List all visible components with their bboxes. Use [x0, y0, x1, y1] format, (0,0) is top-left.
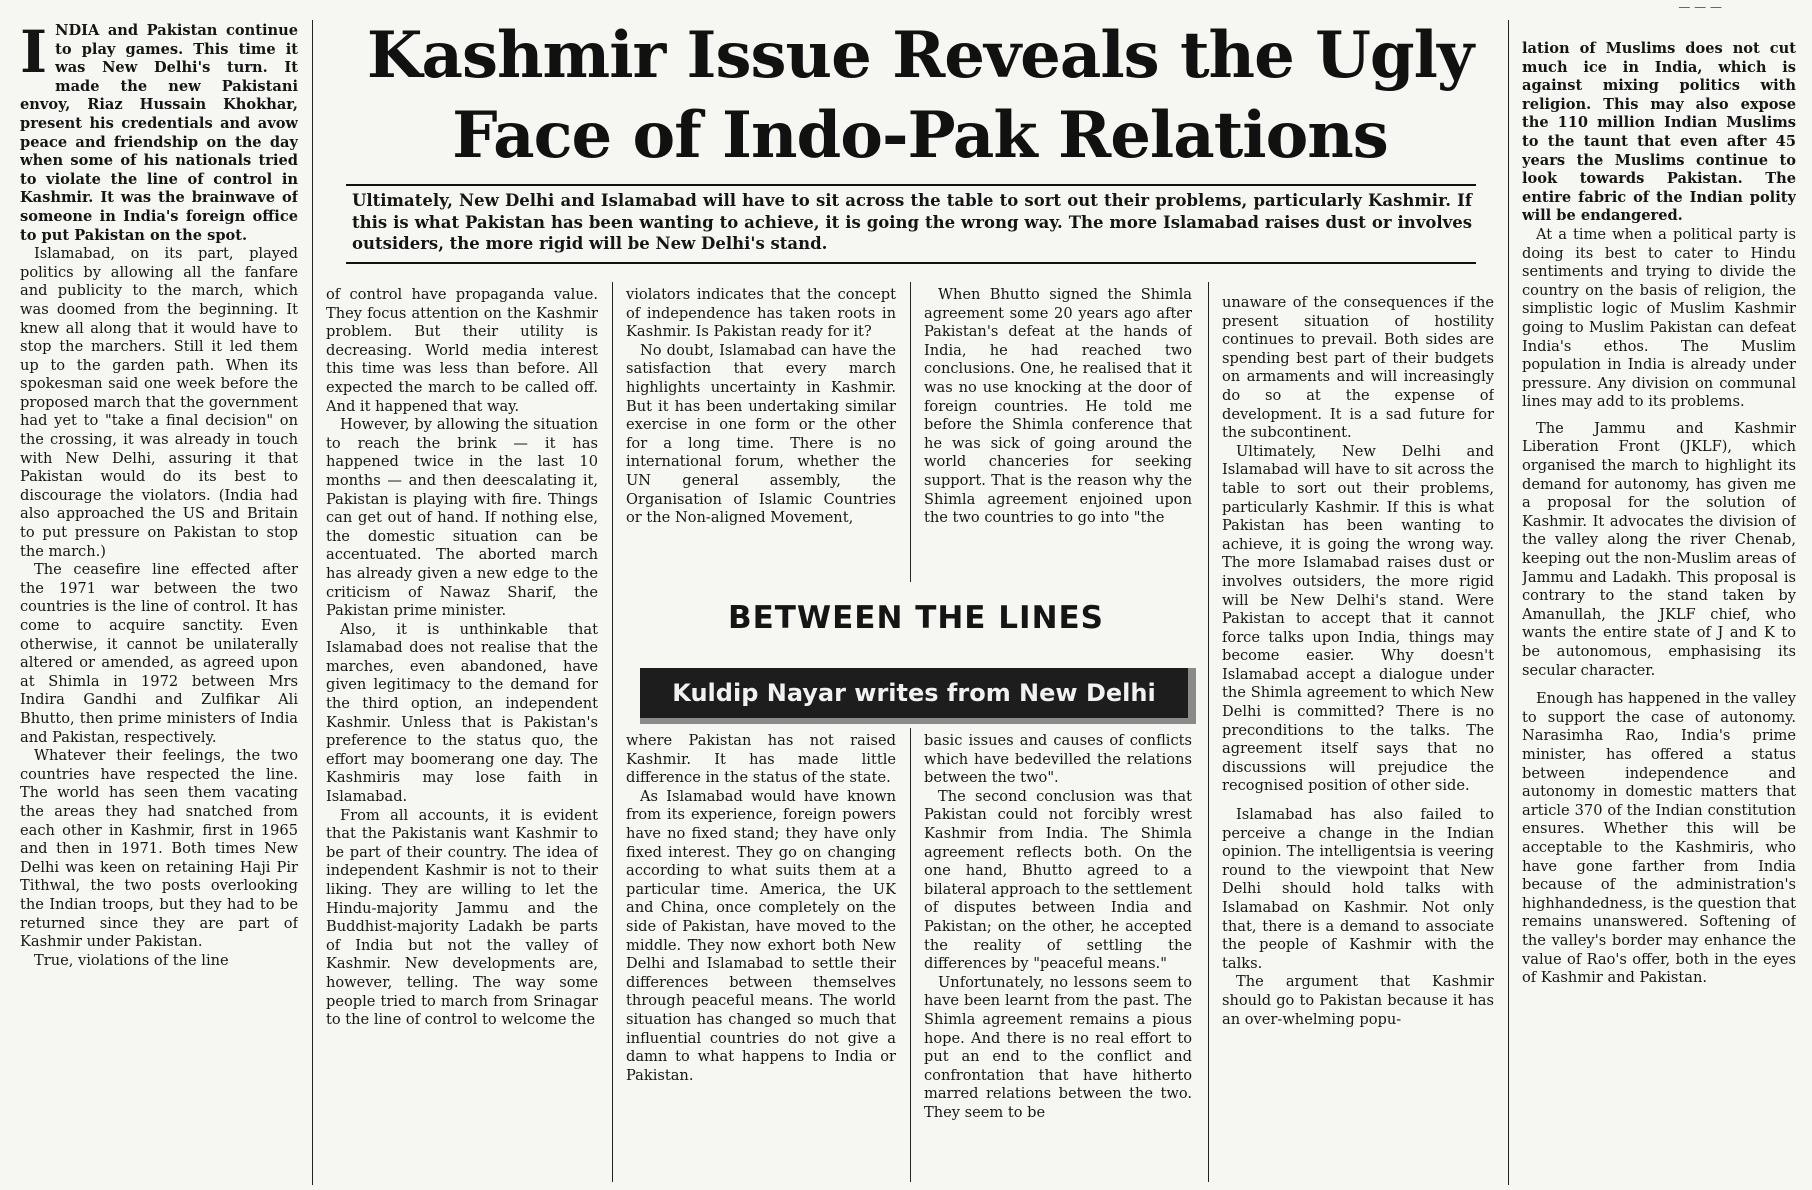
- column-5: [1222, 294, 1494, 1178]
- author-byline: Kuldip Nayar writes from New Delhi: [640, 668, 1196, 724]
- paragraph: unaware of the consequences if the present situation of hostility continues to prevail. Both sides are spending best part of their budgets on armaments and will increasingly do so at the expense of development. It is a sad future for the subcontinent.: [1222, 294, 1494, 442]
- paragraph: NDIA and Pakistan continue to play games. This time it was New Delhi's turn. It made the new Pakistani envoy, Riaz Hussain Khokhar, present his credentials and avow peace and friendship on the day when some of his nationals tried to violate the line of control in Kashmir. It was the brainwave of someone in India's foreign office to put Pakistan on the spot.: [20, 22, 298, 244]
- column-rule: [910, 282, 911, 582]
- headline-line: Kashmir Issue Reveals the Ugly: [366, 18, 1474, 93]
- column-2: [326, 286, 598, 1176]
- column-4-top: [924, 286, 1192, 578]
- column-title: BETWEEN THE LINES: [727, 600, 1105, 636]
- column-rule: [1208, 282, 1209, 1182]
- paragraph: The ceasefire line effected after the 1971 war between the two countries is the line of control. It has come to acquire sanctity. Even otherwise, it cannot be unilaterally altered or amended, as agreed upon at Shimla in 1972 between Mrs Indira Gandhi and Zulfikar Ali Bhutto, then prime ministers of India and Pakistan, respectively.: [20, 561, 298, 746]
- paragraph: Enough has happened in the valley to support the case of autonomy. Narasimha Rao, India's prime minister, has offered a status between independence and autonomy in domestic matters that article 370 of the Indian constitution ensures. Whether this will be acceptable to the Kashmiris, who have gone farther from India because of the administration's highhandedness, is the question that remains unanswered. Softening of the valley's border may enhance the value of Rao's offer, both in the eyes of Kashmir and Pakistan.: [1522, 690, 1796, 987]
- drop-cap: I: [20, 22, 48, 86]
- paragraph: At a time when a political party is doing its best to cater to Hindu sentiments and trying to divide the country on the basis of religion, the simplistic logic of Muslim Kashmir going to Muslim Pakistan can defeat India's ethos. The Muslim population in India is already under pressure. Any division on communal lines may add to its problems.: [1522, 225, 1796, 411]
- paragraph: of control have propaganda value. They focus attention on the Kashmir problem. But their utility is decreasing. World media interest this time was less than before. All expected the march to be called off. And it happened that way.: [326, 286, 598, 415]
- paragraph: Whatever their feelings, the two countries have respected the line. The world has seen them vacating the areas they had snatched from each other in Kashmir, first in 1965 and then in 1971. Both times New Delhi was keen on retaining Haji Pir Tithwal, the two posts overlooking the Indian troops, but they had to be returned since they are part of Kashmir under Pakistan.: [20, 747, 298, 951]
- column-6: [1522, 40, 1796, 1178]
- column-4-bottom: [924, 732, 1192, 1178]
- paragraph: Islamabad has also failed to perceive a change in the Indian opinion. The intelligentsia is veering round to the viewpoint that New Delhi should hold talks with Islamabad on Kashmir. Not only that, there is a demand to associate the people of Kashmir with the talks.: [1222, 806, 1494, 972]
- paragraph: The second conclusion was that Pakistan could not forcibly wrest Kashmir from India. The Shimla agreement reflects both. On the one hand, Bhutto agreed to a bilateral approach to the settlement of disputes between India and Pakistan; on the other, he accepted the reality of settling the differences by "peaceful means.": [924, 787, 1192, 973]
- paragraph: True, violations of the line: [34, 951, 229, 969]
- column-3-bottom: [626, 732, 896, 1178]
- column-rule: [312, 20, 313, 1185]
- paragraph: violators indicates that the concept of independence has taken roots in Kashmir. Is Pakistan ready for it?: [626, 286, 896, 341]
- headline-line: Face of Indo-Pak Relations: [452, 98, 1388, 173]
- paragraph: The argument that Kashmir should go to Pakistan because it has an over-whelming popu-: [1222, 973, 1494, 1028]
- column-3-top: [626, 286, 896, 578]
- paragraph: Islamabad, on its part, played politics by allowing all the fanfare and publicity to the march, which was doomed from the beginning. It knew all along that it would have to stop the marchers. Still it led them up to the garden path. When its spokesman said one week before the proposed march that the government had yet to "take a final decision" on the crossing, it was already in touch with New Delhi, assuring it that Pakistan would do its best to discourage the violators. (India had also approached the US and Britain to put pressure on Pakistan to stop the march.): [20, 245, 298, 560]
- deck-rule-bottom: [346, 262, 1476, 264]
- paragraph: Also, it is unthinkable that Islamabad does not realise that the marches, even abandoned, have given legitimacy to the demand for the third option, an independent Kashmir. Unless that is Pakistan's preference to the status quo, the effort may boomerang one day. The Kashmiris may lose faith in Islamabad.: [326, 620, 598, 806]
- corner-marking: — — —: [1678, 0, 1722, 14]
- paragraph: As Islamabad would have known from its experience, foreign powers have no fixed stand; they have only fixed interest. They go on changing according to what suits them at a particular time. America, the UK and China, once completely on the side of Pakistan, have moved to the middle. They now exhort both New Delhi and Islamabad to settle their differences between themselves through peaceful means. The world situation has changed so much that influential countries do not give a damn to what happens to India or Pakistan.: [626, 787, 896, 1084]
- paragraph: From all accounts, it is evident that the Pakistanis want Kashmir to be part of their country. The idea of independent Kashmir is not to their liking. They are willing to let the Hindu-majority Jammu and the Buddhist-majority Ladakh be parts of India but not the valley of Kashmir. New developments are, however, telling. The way some people tried to march from Srinagar to the line of control to welcome the: [326, 806, 598, 1029]
- paragraph: Unfortunately, no lessons seem to have been learnt from the past. The Shimla agreement remains a pious hope. And there is no real effort to put an end to the conflict and confrontation that have hitherto marred relations between the two. They seem to be: [924, 973, 1192, 1121]
- deck-summary: Ultimately, New Delhi and Islamabad will have to sit across the table to sort out their problems, particularly Kashmir. If this is what Pakistan has been wanting to achieve, it is going the wrong way. The more Islamabad raises dust or involves outsiders, the more rigid will be New Delhi's stand.: [352, 191, 1472, 253]
- paragraph: Ultimately, New Delhi and Islamabad will have to sit across the table to sort out their problems, particularly Kashmir. If this is what Pakistan has been wanting to achieve, it is going the wrong way. The more Islamabad raises dust or involves outsiders, the more rigid will be New Delhi's stand. Were Pakistan to accept that it cannot force talks upon India, things may become easier. Why doesn't Islamabad accept a dialogue under the Shimla agreement to which New Delhi is committed? There is no preconditions to the talks. The agreement itself says that no discussions will prejudice the recognised position of other side.: [1222, 442, 1494, 795]
- column-rule: [910, 728, 911, 1182]
- paragraph: When Bhutto signed the Shimla agreement some 20 years ago after Pakistan's defeat at the hands of India, he had reached two conclusions. One, he realised that it was no use knocking at the door of foreign countries. He told me before the Shimla conference that he was sick of going around the world chanceries for seeking support. That is the reason why the Shimla agreement enjoined upon the two countries to go into "the: [924, 286, 1192, 527]
- paragraph: However, by allowing the situation to reach the brink — it has happened twice in the last 10 months — and then deescalating it, Pakistan is playing with fire. Things can get out of hand. If nothing else, the domestic situation can be accentuated. The aborted march has already given a new edge to the criticism of Nawaz Sharif, the Pakistan prime minister.: [326, 416, 598, 620]
- headline: [340, 16, 1500, 176]
- paragraph: basic issues and causes of conflicts which have bedevilled the relations between the two".: [924, 732, 1192, 787]
- paragraph: lation of Muslims does not cut much ice in India, which is against mixing politics with religion. This may also expose the 110 million Indian Muslims to the taunt that even after 45 years the Muslims continue to look towards Pakistan. The entire fabric of the Indian polity will be endangered.: [1522, 40, 1796, 225]
- column-rule: [612, 282, 613, 1182]
- paragraph: No doubt, Islamabad can have the satisfaction that every march highlights uncertainty in Kashmir. But it has been undertaking similar exercise in one form or the other for a long time. There is no international forum, whether the UN general assembly, the Organisation of Islamic Countries or the Non-aligned Movement,: [626, 341, 896, 527]
- column-1: [20, 22, 298, 1172]
- deck-rule-top: [346, 184, 1476, 186]
- paragraph: The Jammu and Kashmir Liberation Front (JKLF), which organised the march to highlight its demand for autonomy, has given me a proposal for the solution of Kashmir. It advocates the division of the valley along the river Chenab, keeping out the non-Muslim areas of Jammu and Ladakh. This proposal is contrary to the stand taken by Amanullah, the JKLF chief, who wants the entire state of J and K to be autonomous, emphasising its secular character.: [1522, 419, 1796, 679]
- paragraph: where Pakistan has not raised Kashmir. It has made little difference in the status of the state.: [626, 732, 896, 787]
- column-rule: [1508, 20, 1509, 1185]
